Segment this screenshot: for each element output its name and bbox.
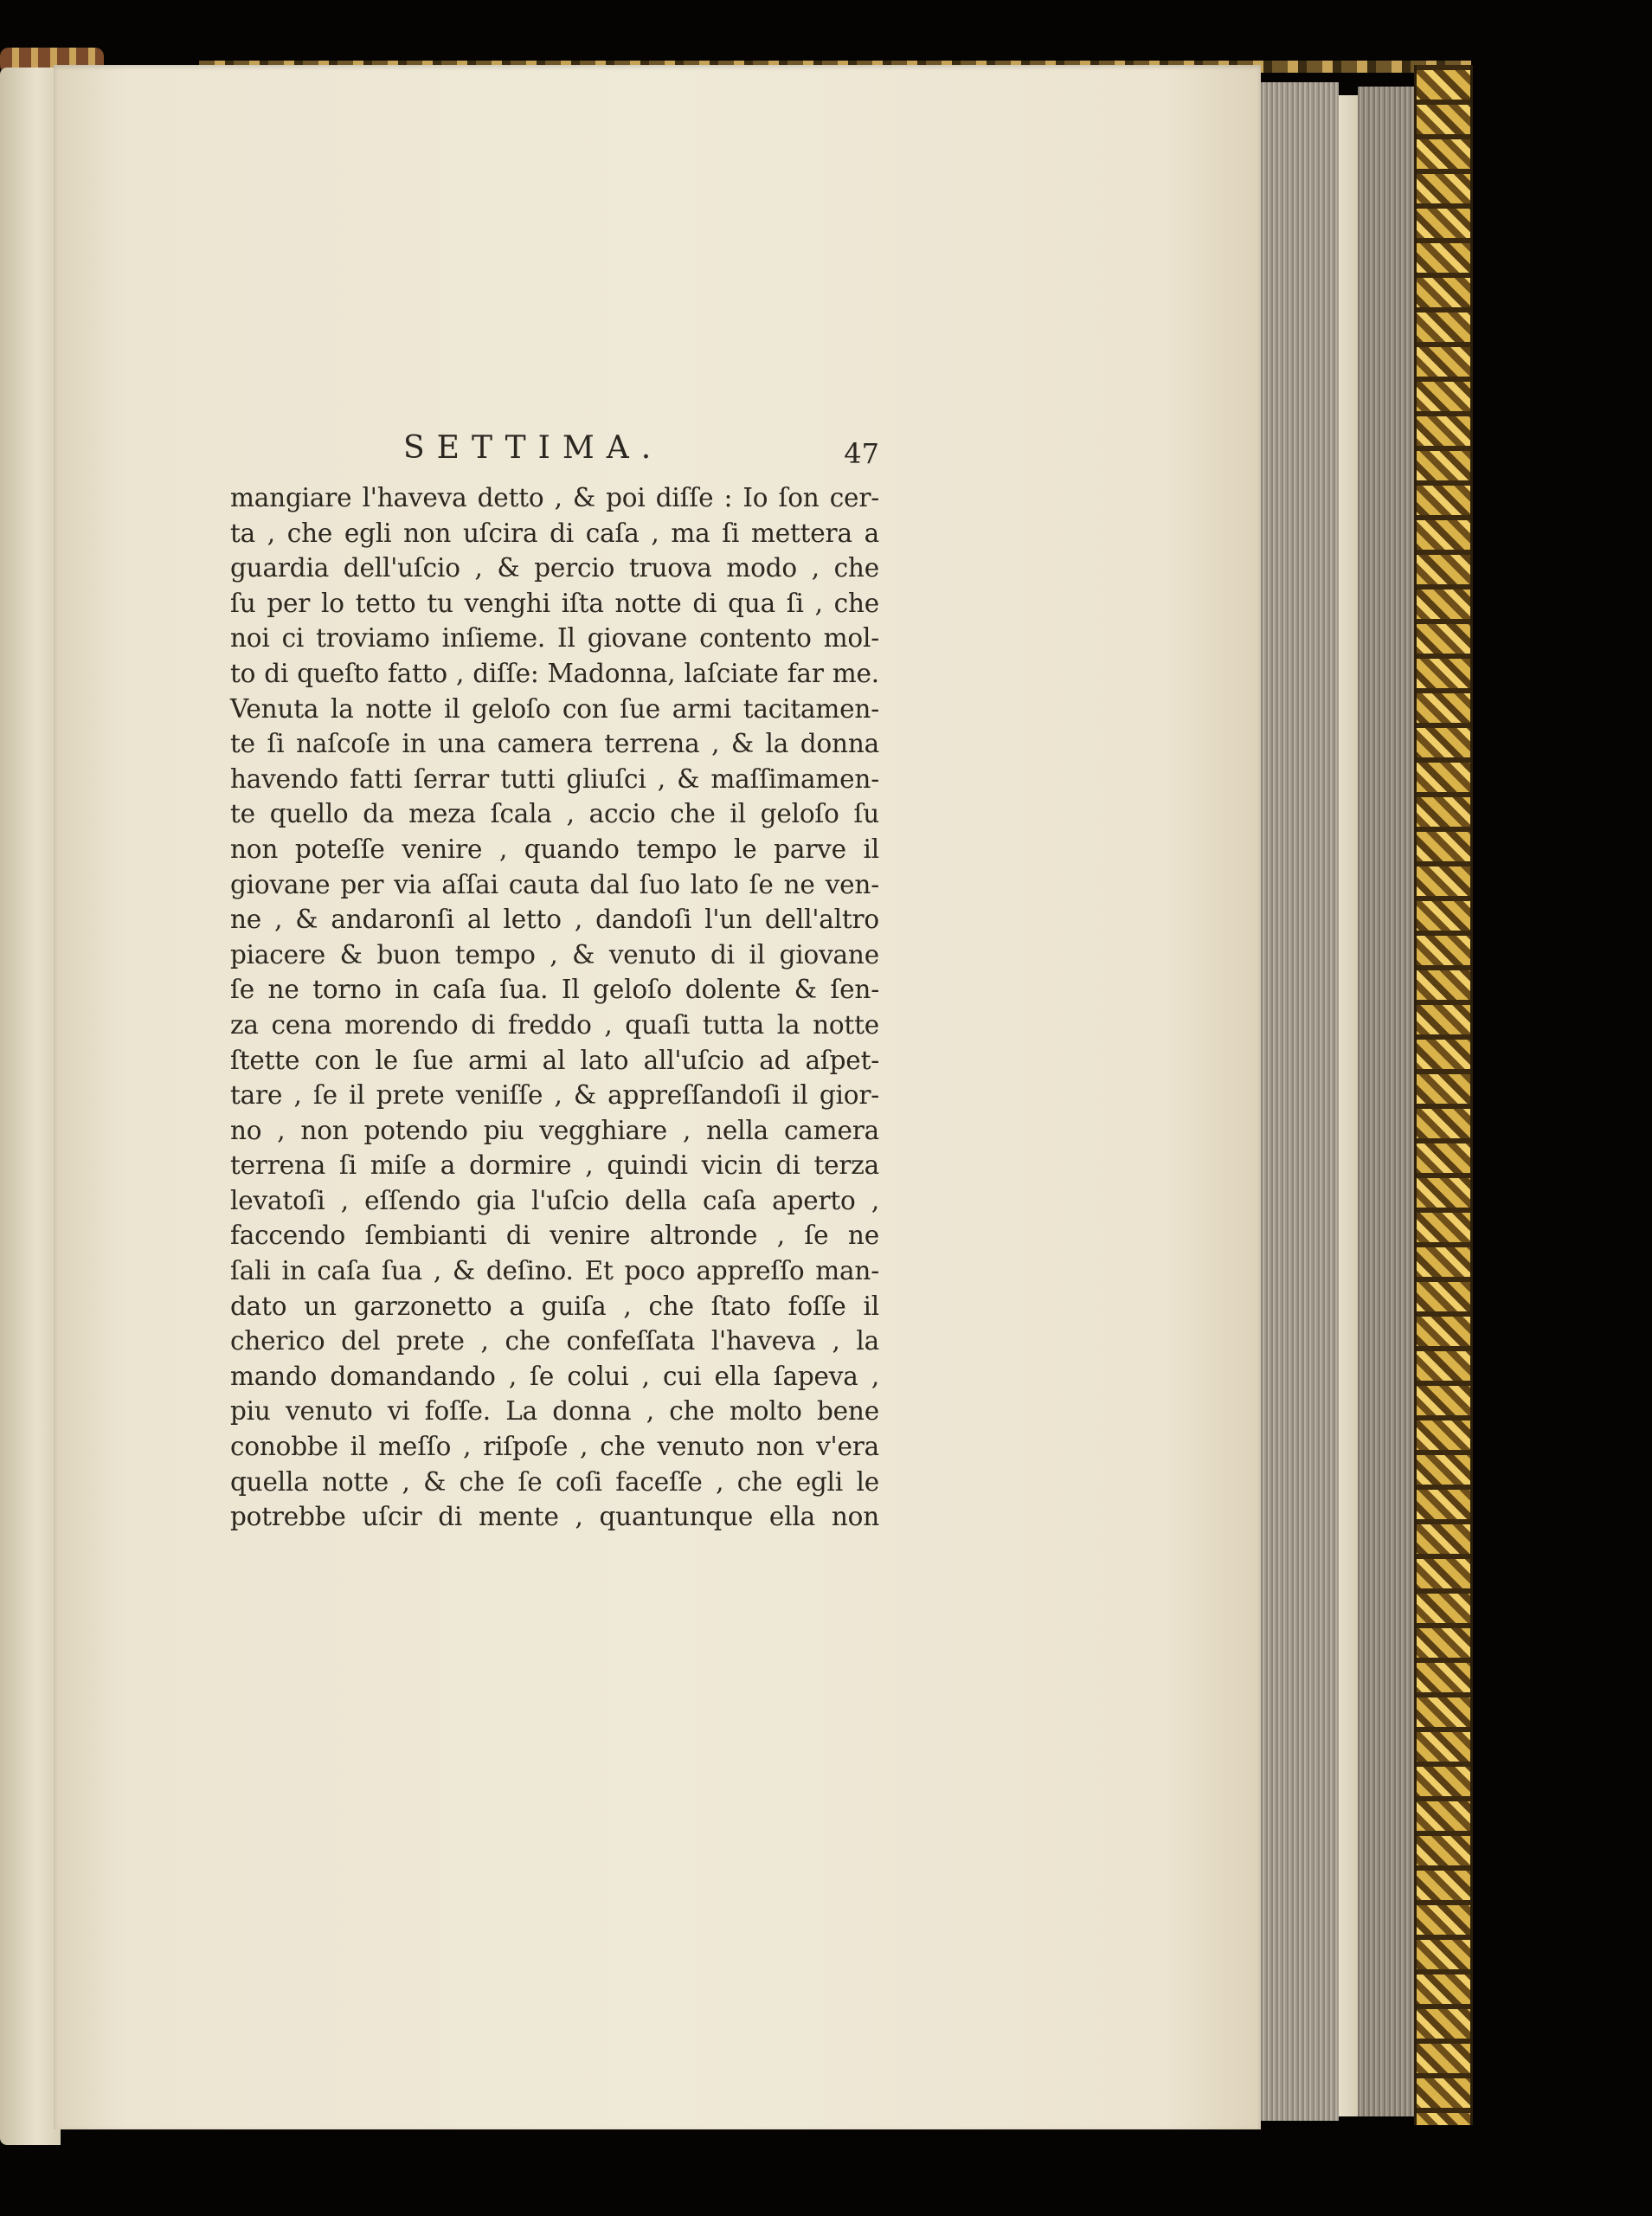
text-line: piu venuto vi foſſe. La donna , che molto bene <box>230 1396 879 1427</box>
text-line: to di queſto fatto , diſſe: Madonna, laſciate far me. <box>230 658 879 688</box>
text-line: potrebbe uſcir di mente , quantunque ella non <box>230 1502 879 1532</box>
text-line: dato un garzonetto a guiſa , che ſtato foſſe il <box>230 1291 879 1321</box>
running-title: SETTIMA. <box>403 430 664 466</box>
text-block <box>230 428 879 1535</box>
page-number: 47 <box>844 437 879 470</box>
text-line: guardia dell'uſcio , & percio truova modo , che <box>230 553 879 583</box>
text-line: za cena morendo di freddo , quaſi tutta la notte <box>230 1009 879 1040</box>
page-edges <box>1261 82 1339 2121</box>
body-text <box>230 480 879 1535</box>
text-line: conobbe il meſſo , riſpoſe , che venuto non v'era <box>230 1432 879 1462</box>
text-line: te quello da meza ſcala , accio che il geloſo ſu <box>230 799 879 829</box>
text-line: ſtette con le ſue armi al lato all'uſcio ad aſpet- <box>230 1045 879 1075</box>
page-edges-inner <box>1339 95 1358 2116</box>
text-line: non poteſſe venire , quando tempo le parve il <box>230 834 879 864</box>
running-head <box>230 428 879 480</box>
text-line: cherico del prete , che confeſſata l'haveva , la <box>230 1326 879 1356</box>
text-line: quella notte , & che ſe coſi faceſſe , che egli le <box>230 1466 879 1497</box>
text-line: ne , & andaronſi al letto , dandoſi l'un dell'altro <box>230 905 879 935</box>
text-line: ſu per lo tetto tu venghi iſta notte di qua ſi , che <box>230 588 879 618</box>
text-line: ſe ne torno in caſa ſua. Il geloſo dolente & ſen- <box>230 975 879 1005</box>
text-line: havendo fatti ſerrar tutti gliuſci , & maſſimamen- <box>230 763 879 794</box>
text-line: mando domandando , ſe colui , cui ella ſapeva , <box>230 1361 879 1391</box>
text-line: no , non potendo piu vegghiare , nella camera <box>230 1115 879 1145</box>
left-page-edge <box>0 68 61 2145</box>
gilt-cover-edge <box>1414 65 1473 2125</box>
text-line: tare , ſe il prete veniſſe , & appreſſandoſi il gior- <box>230 1080 879 1111</box>
text-line: ſali in caſa ſua , & deſino. Et poco appreſſo man- <box>230 1256 879 1286</box>
text-line: noi ci troviamo inſieme. Il giovane contento mol- <box>230 623 879 654</box>
text-line: piacere & buon tempo , & venuto di il giovane <box>230 939 879 970</box>
text-line: faccendo ſembianti di venire altronde , ſe ne <box>230 1221 879 1251</box>
text-line: giovane per via aſſai cauta dal ſuo lato ſe ne ven- <box>230 869 879 899</box>
text-line: levatoſi , eſſendo gia l'uſcio della caſa aperto , <box>230 1185 879 1215</box>
text-line: mangiare l'haveva detto , & poi diſſe : Io ſon cer- <box>230 483 879 512</box>
text-line: terrena ſi miſe a dormire , quindi vicin di terza <box>230 1150 879 1181</box>
text-line: Venuta la notte il geloſo con ſue armi tacitamen- <box>230 693 879 724</box>
text-line: ta , che egli non uſcira di caſa , ma ſi mettera a <box>230 518 879 548</box>
text-line: te ſi naſcoſe in una camera terrena , & la donna <box>230 729 879 759</box>
page-edges-outer <box>1358 87 1414 2116</box>
